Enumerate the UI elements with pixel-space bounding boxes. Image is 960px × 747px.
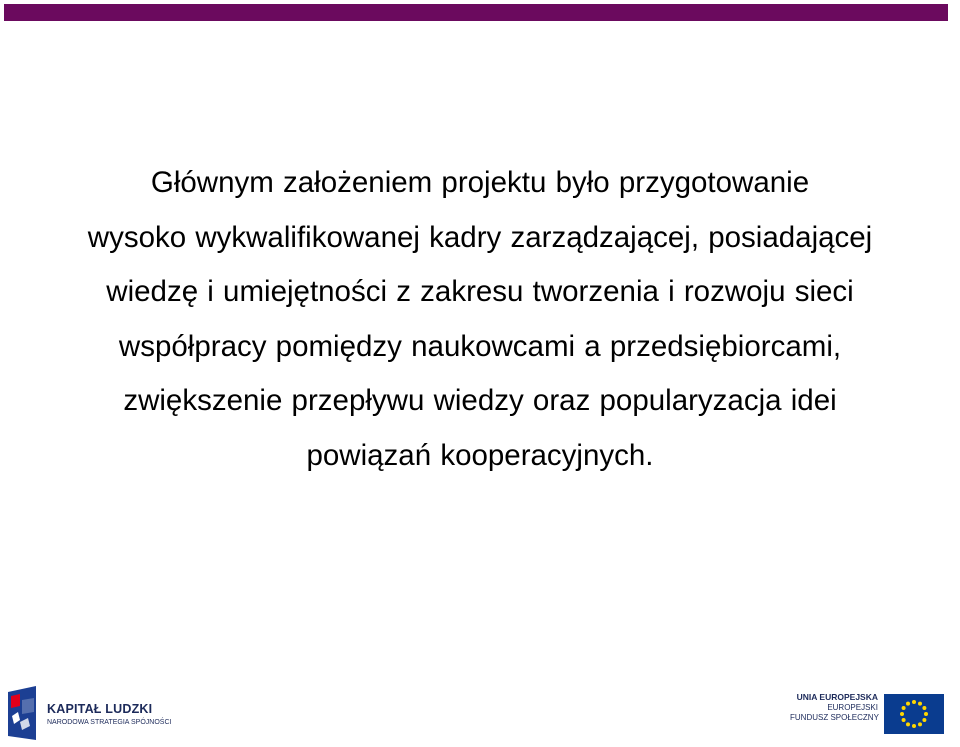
top-accent-bar	[4, 4, 948, 21]
body-line-6: powiązań kooperacyjnych.	[306, 438, 654, 472]
kapital-ludzki-title: KAPITAŁ LUDZKI	[47, 702, 153, 716]
eu-logo	[790, 692, 950, 740]
kapital-ludzki-subtitle: NARODOWA STRATEGIA SPÓJNOŚCI	[47, 719, 172, 726]
eu-logo-text	[790, 692, 878, 723]
body-line-4: współpracy pomiędzy naukowcami a przedsiębiorcami,	[118, 329, 842, 363]
eu-line-1: UNIA EUROPEJSKA	[796, 692, 878, 702]
eu-line-3: FUNDUSZ SPOŁECZNY	[790, 713, 879, 722]
body-line-1: Głównym założeniem projektu było przygotowanie	[150, 166, 810, 199]
eu-line-2: EUROPEJSKI	[827, 703, 878, 712]
kapital-ludzki-mark-icon	[6, 686, 38, 740]
slide-body	[0, 156, 960, 483]
body-line-3: wiedzę i umiejętności z zakresu tworzenia i rozwoju sieci	[106, 275, 854, 308]
eu-flag-icon	[884, 694, 944, 734]
kapital-ludzki-logo	[6, 686, 176, 740]
body-line-2: wysoko wykwalifikowanej kadry zarządzającej, posiadającej	[87, 220, 873, 254]
body-line-5: zwiększenie przepływu wiedzy oraz popularyzacja idei	[123, 384, 837, 417]
